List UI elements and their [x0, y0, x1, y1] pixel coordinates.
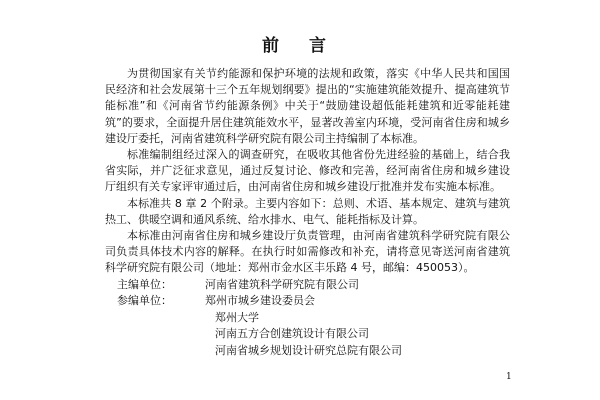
- paragraph-management: 本标准由河南省住房和城乡建设厅负责管理，由河南省建筑科学研究院有限公司负责具体技术内容的解释。在执行时如需修改和补充，请将意见寄送河南省建筑科学研究院有限公司（地址：郑州市金水区丰乐路 4 号，邮编：450053）。: [105, 229, 510, 275]
- chief-editor-unit: 河南省建筑科学研究院有限公司: [205, 277, 359, 291]
- participating-unit: 河南五方合创建筑设计有限公司: [215, 327, 369, 341]
- page-number: 1: [506, 372, 512, 382]
- participating-unit: 郑州市城乡建设委员会: [205, 294, 315, 308]
- participating-units-list: [205, 293, 510, 359]
- paragraph-process: 标准编制组经过深入的调查研究，在吸收其他省份先进经验的基础上，结合我省实际，并广泛征求意见，通过反复讨论、修改和完善，经河南省住房和城乡建设厅组织有关专家评审通过后，由河南省住房和城乡建设厅批准并发布实施本标准。: [105, 148, 510, 194]
- paragraph-contents: 本标准共 8 章 2 个附录。主要内容如下：总则、术语、基本规定、建筑与建筑热工、供暖空调和通风系统、给水排水、电气、能耗指标及计算。: [105, 196, 510, 226]
- credits-section: [105, 277, 510, 360]
- chief-editor-units: [205, 277, 510, 294]
- chief-editor-row: [105, 277, 510, 294]
- paragraph-purpose: 为贯彻国家有关节约能源和保护环境的法规和政策，落实《中华人民共和国国民经济和社会发展第十三个五年规划纲要》提出的“实施建筑能效提升、提高建筑节能标准”和《河南省节约能源条例》中关于“鼓励建设超低能耗建筑和近零能耗建筑”的要求，全面提升居住建筑能效水平，显著改善室内环境，受河南省住房和城乡建设厅委托，河南省建筑科学研究院有限公司主持编制了本标准。: [105, 67, 510, 145]
- preface-body: [105, 66, 510, 360]
- participating-unit: 河南省城乡规划设计研究总院有限公司: [215, 344, 402, 358]
- participating-units-row: [105, 293, 510, 359]
- participating-unit: 郑州大学: [215, 310, 259, 324]
- page-title: 前 言: [262, 36, 338, 56]
- participating-units-label: 参编单位：: [117, 294, 172, 308]
- chief-editor-label: 主编单位：: [117, 277, 172, 291]
